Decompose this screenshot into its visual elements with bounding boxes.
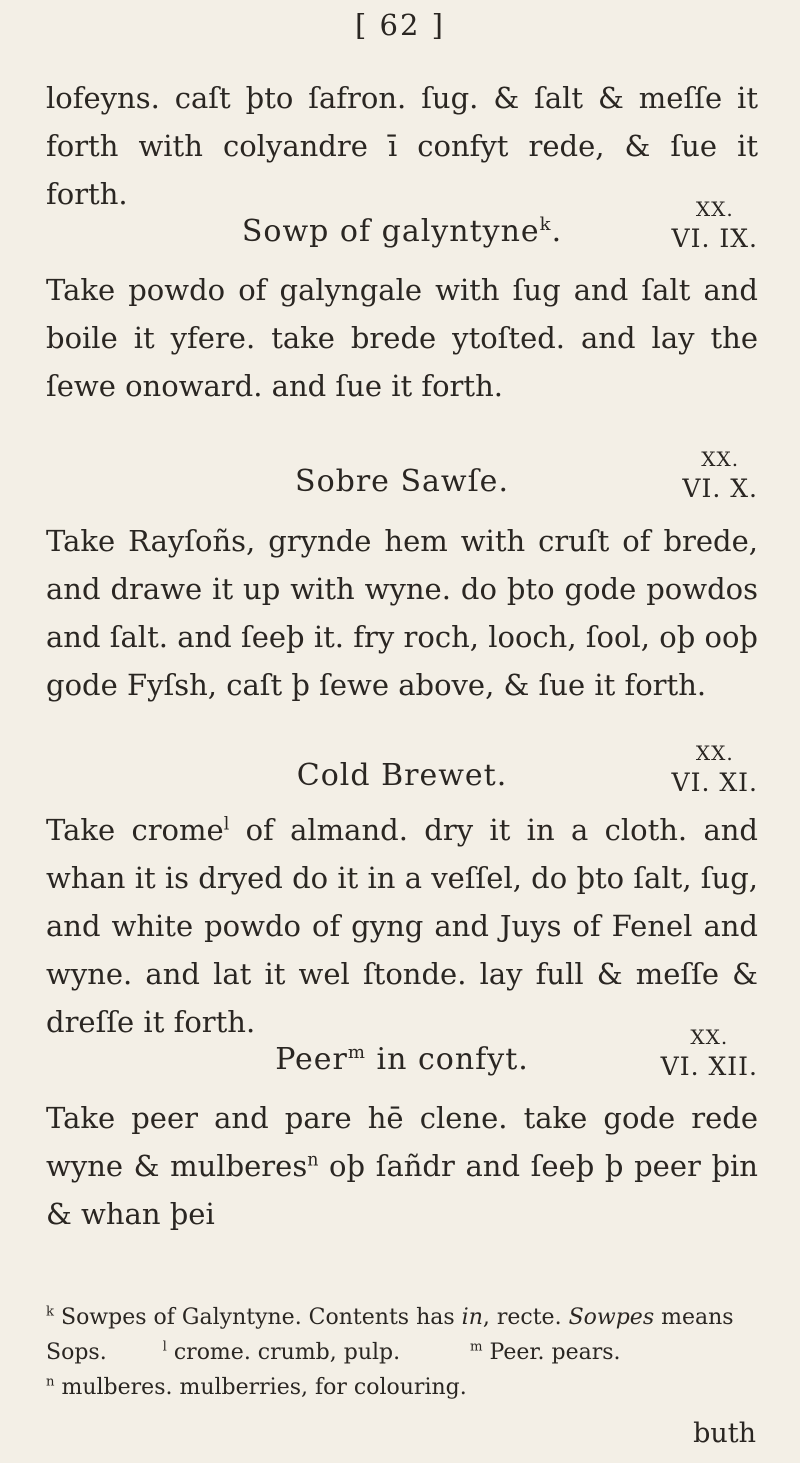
catchword: buth — [693, 1418, 756, 1449]
intro-paragraph: lofeyns. caſt þto ſafron. ſug. & ſalt & meſſe it forth with colyandre ī confyt rede, & ſue it forth. — [46, 81, 758, 211]
footnote-ref: m — [347, 1042, 366, 1063]
recipe-title: Sobre Sawſe. — [295, 464, 509, 499]
footnote-ref: n — [307, 1150, 319, 1171]
recipe-text-ix: Take powdo of galyngale with ſug and ſalt and boile it yfere. take brede ytoſted. and lay the ſewe onoward. and ſue it forth. — [46, 273, 758, 403]
recipe-number: XX. VI. XII. — [660, 1025, 758, 1081]
recipe-text-xi: Take crome$^l$ of almand. dry it in a cloth. and whan it is dryed do it in a veſſel, do þto ſalt, ſug, and white powdo of gyng and Juys of Fenel and wyne. and lat it wel ſtonde. lay full & meſſe & dreſſe it forth. — [46, 813, 758, 1039]
footnote-n: $^n$ mulberes. mulberries, for colouring. — [46, 1374, 467, 1400]
recipe-title: Peer$^m$ in confyt. — [275, 1042, 529, 1077]
footnote-k: $^k$ Sowpes of Galyntyne. Contents has in, recte. Sowpes means — [46, 1304, 734, 1330]
recipe-number: XX. VI. X. — [682, 447, 758, 503]
recipe-text-x: Take Rayſoñs, grynde hem with cruſt of brede, and drawe it up with wyne. do þto gode powdos and ſalt. and ſeeþ it. fry roch, looch, ſool, oþ ooþ gode Fyſsh, caſt þ ſewe above, & ſue it forth. — [46, 524, 758, 702]
recipe-heading-xii — [46, 1022, 758, 1094]
recipe-title: Sowp of galyntyne$^k$. — [241, 214, 563, 249]
recipe-heading-xi — [46, 738, 758, 810]
footnote-l-m: Sops. $^l$ crome. crumb, pulp. $^m$ Peer. pears. — [46, 1339, 621, 1365]
recipe-text-xii: Take peer and pare hē clene. take gode rede wyne & mulberes$^n$ oþ ſañdr and ſeeþ þ peer þin & whan þei — [46, 1101, 758, 1231]
recipe-heading-x — [46, 444, 758, 516]
page-number: [ 62 ] — [355, 8, 445, 42]
footnote-ref: l — [223, 814, 230, 835]
recipe-heading-ix — [46, 194, 758, 266]
recipe-number: XX. VI. XI. — [671, 741, 758, 797]
recipe-title: Cold Brewet. — [296, 758, 508, 793]
footnotes — [46, 1300, 758, 1405]
footnote-ref: k — [539, 214, 552, 235]
recipe-number: XX. VI. IX. — [671, 197, 758, 253]
